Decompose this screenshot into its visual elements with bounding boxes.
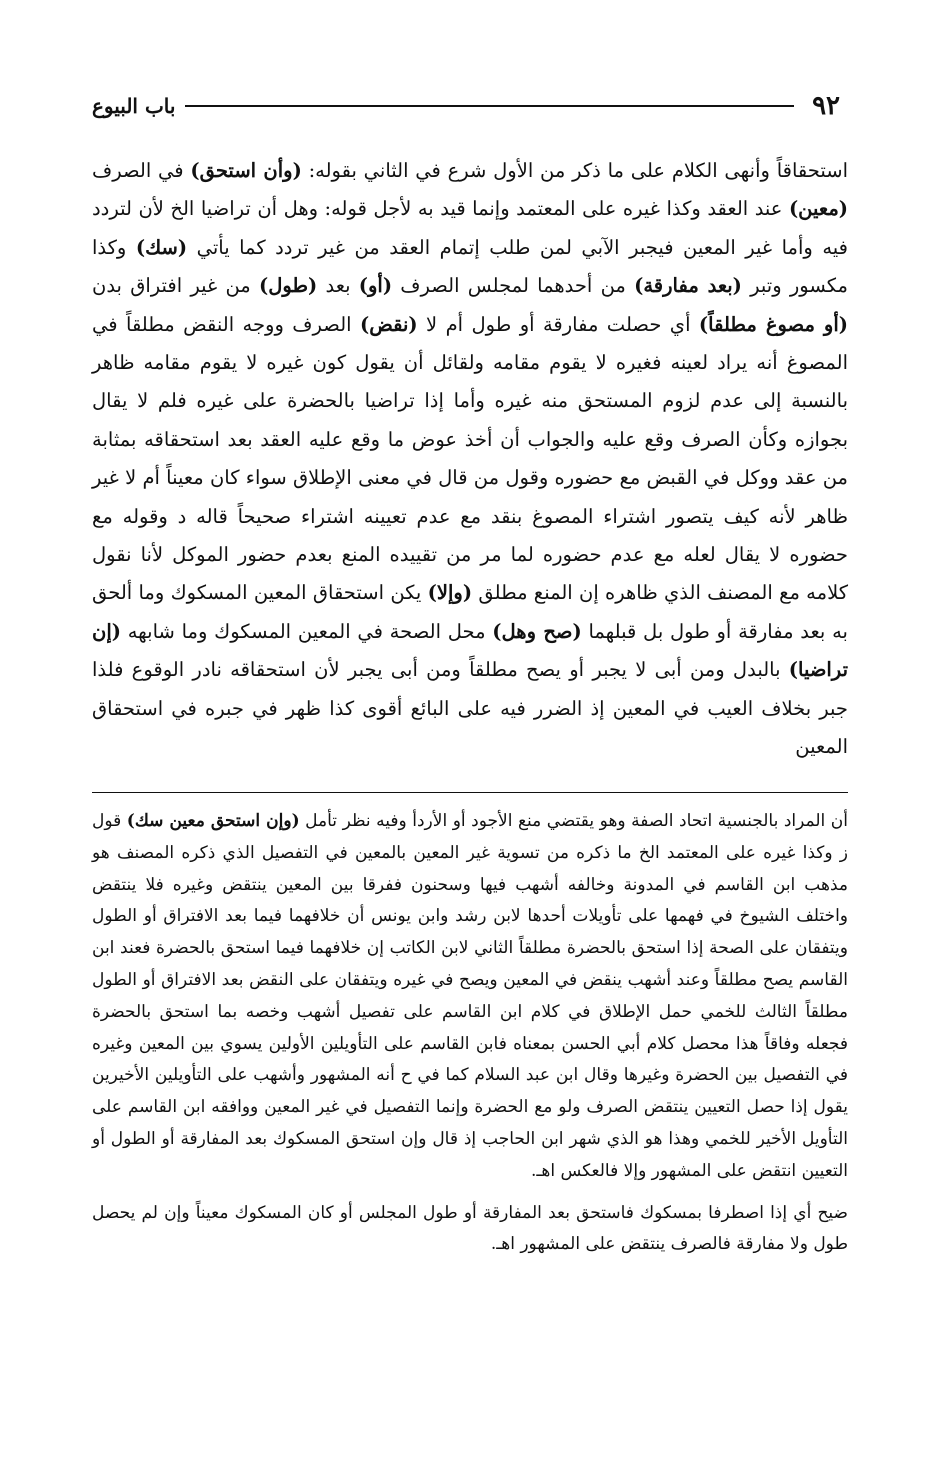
footnote-separator	[92, 792, 848, 793]
text-run: أن المراد بالجنسية اتحاد الصفة وهو يقتضي منع الأجود أو الأردأ وفيه نظر تأمل	[299, 811, 848, 831]
bold-phrase: (طول)	[259, 274, 318, 298]
footnote-block	[92, 806, 848, 1261]
header-rule	[185, 105, 794, 107]
bold-phrase: (نقض)	[359, 312, 418, 336]
footnote-paragraph	[92, 806, 848, 1188]
main-text	[92, 152, 848, 767]
text-run: أي حصلت مفارقة أو طول أم لا	[417, 312, 699, 336]
bold-phrase: (بعد مفارقة)	[634, 274, 742, 298]
bold-phrase: (وإلا)	[427, 581, 473, 605]
bold-phrase: (معين)	[788, 197, 848, 221]
bold-phrase: (أو مصوغ مطلقاً)	[698, 312, 848, 336]
page-header	[92, 88, 840, 124]
text-run: عند العقد وكذا غيره على المعتمد وإنما قيد به لأجل قوله: وهل أن تراضيا الخ لأن لتردد فيه وأما غير المعين فيجبر الآبي لمن طلب إتمام العقد من غير تردد كما يأتي	[92, 197, 848, 259]
main-paragraph	[92, 152, 848, 767]
bold-phrase: (صح وهل)	[492, 619, 582, 643]
text-run: في الصرف	[92, 159, 191, 182]
text-run: من أحدهما لمجلس الصرف	[392, 274, 635, 298]
text-run: وكذا مكسور وتبر	[92, 235, 848, 298]
text-run: بالبدل ومن أبى لا يجبر أو يصح مطلقاً ومن أبى يجبر لأن استحقاقه نادر الوقوع فلذا جبر بخلاف العيب في المعين إذ الضرر فيه على البائع أقوى كذا ظهر في جبره في استحقاق المعين	[92, 658, 848, 759]
text-run: استحقاقاً وأنهى الكلام على ما ذكر من الأول شرع في الثاني بقوله:	[301, 159, 848, 182]
chapter-title: باب البيوع	[92, 94, 176, 118]
text-run: يكن استحقاق المعين المسكوك وما ألحق به بعد مفارقة أو طول بل قبلهما	[92, 581, 848, 643]
page-number: ٩٢	[812, 91, 840, 121]
footnote-paragraph-2: ضيح أي إذا اصطرفا بمسكوك فاستحق بعد المفارقة أو طول المجلس أو كان المسكوك معيناً وإن لم يحصل طول ولا مفارقة فالصرف ينتقض على المشهور اهـ.	[92, 1202, 848, 1255]
text-run: الصرف ووجه النقض مطلقاً في المصوغ أنه يراد لعينه فغيره لا يقوم مقامه ولقائل أن يقول كون غيره لا يقوم مقامه ظاهر بالنسبة إلى عدم لزوم المستحق منه غيره وأما إذا تراضيا بالحضرة على غيره فلم لا يقال بجوازه وكأن الصرف وقع عليه والجواب أن أخذ عوض ما وقع عليه العقد بعد استحقاقه بمثابة من عقد ووكل في القبض مع حضوره وقول من قال في معنى الإطلاق سواء كان معيناً أم لا غير ظاهر لأنه كيف يتصور اشتراء المصوغ بنقد مع عدم تعيينه اشتراء صحيحاً قاله د وقوله مع حضوره لا يقال لعله مع عدم حضوره لما مر من تقييده المنع بعدم حضور الموكل لأنا نقول كلامه مع المصنف الذي ظاهره إن المنع مطلق	[92, 312, 848, 605]
bold-phrase: (سك)	[135, 235, 188, 259]
bold-phrase: (وأن استحق)	[190, 159, 302, 182]
text-run: بعد	[317, 274, 359, 298]
text-run: من غير افتراق بدن	[92, 274, 259, 298]
text-run: قول ز وكذا غيره على المعتمد الخ ما ذكره من تسوية غير المعين بالمعين في التفصيل الذي ذكره المصنف هو مذهب ابن القاسم في المدونة وخالفه أشهب فيها وسحنون ففرقا بين المعين ينتقض وغيره فلا ينتقض واختلف الشيوخ في فهمها على تأويلات أحدها لابن رشد وابن يونس أن خلافهما فيما بعد الافتراق أو الطول ويتفقان على الصحة إذا استحق بالحضرة مطلقاً الثاني لابن الكاتب إن خلافهما فيما استحق بالحضرة فعند ابن القاسم يصح مطلقاً وعند أشهب ينقض في المعين ويصح في غيره ويتفقان على النقض بعد الافتراق أو الطول مطلقاً الثالث للخمي حمل الإطلاق في كلام ابن القاسم على تفصيل أشهب وخصه بما استحق بالحضرة فجعله وفاقاً هذا محصل كلام أبي الحسن بمعناه فابن القاسم على التأويلين الأولين يسوي بين المعين وغيره في التفصيل بين الحضرة وغيرها وقال ابن عبد السلام كما في ح أنه المشهور وأشهب على التأويلين الأخيرين يقول إذا حصل التعيين ينتقض الصرف ولو مع الحضرة وإنما التفصيل في غير المعين ووافقه ابن القاسم على التأويل الأخير للخمي وهذا هو الذي شهر ابن الحاجب إذ قال وإن استحق المسكوك بعد المفارقة أو الطول أو التعيين انتقض على المشهور وإلا فالعكس اهـ.	[92, 811, 848, 1181]
bold-phrase: (وإن استحق معين سك)	[126, 811, 300, 831]
bold-phrase: (إن تراضيا)	[92, 619, 848, 682]
bold-phrase: (أو)	[358, 274, 393, 298]
text-run: محل الصحة في المعين المسكوك وما شابهه	[120, 619, 493, 643]
